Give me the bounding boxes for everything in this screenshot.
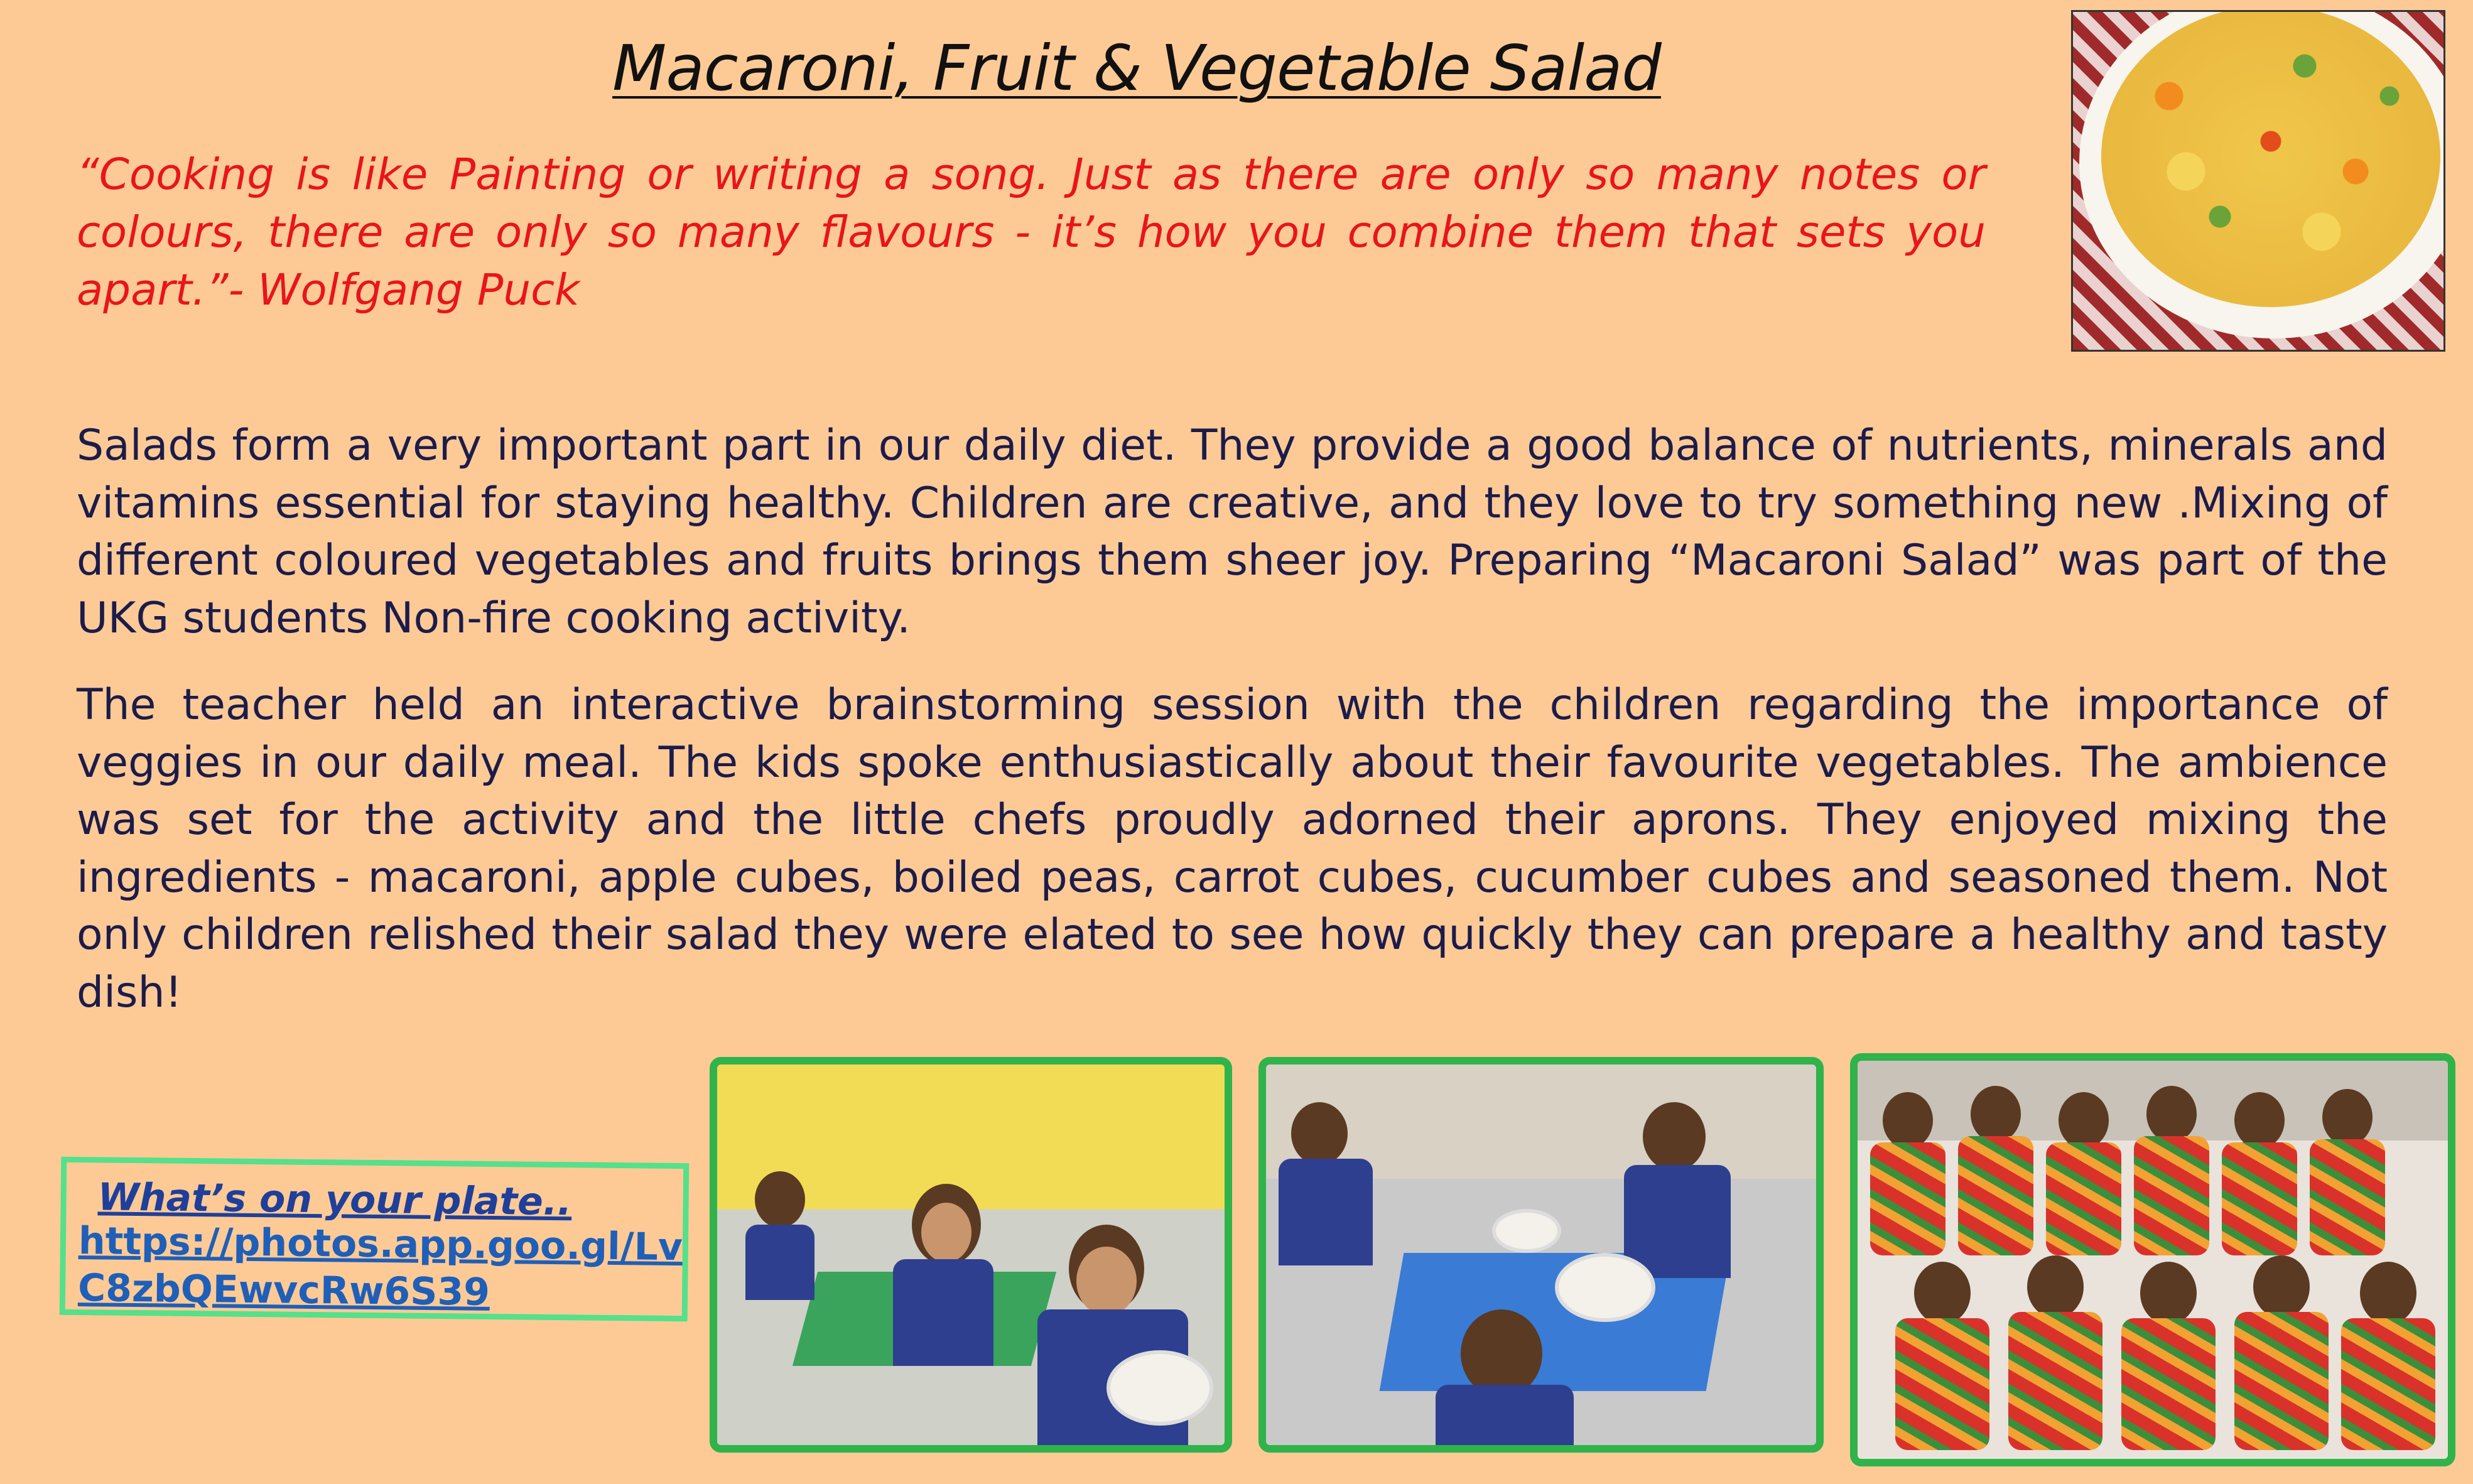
child-shirt <box>893 1259 993 1366</box>
group-photo <box>1850 1053 2455 1466</box>
child-apron <box>2008 1312 2102 1450</box>
child-figure <box>2234 1092 2285 1149</box>
photo-link-heading: What’s on your plate.. <box>97 1175 572 1225</box>
child-figure <box>1291 1102 1348 1165</box>
child-shirt <box>1624 1165 1731 1278</box>
child-shirt <box>1436 1385 1574 1453</box>
child-figure <box>2059 1092 2109 1149</box>
child-figure <box>1914 1262 1971 1324</box>
salad-bowl-photo <box>2071 10 2445 352</box>
salad-plate <box>1107 1350 1213 1426</box>
classroom-photo-1 <box>710 1057 1232 1453</box>
quote-text: “Cooking is like Painting or writing a song. Just as there are only so many notes or colours, there are only so many flavours - it’s how you combine them that sets you apart.”- Wolfgang Puck <box>77 149 1986 315</box>
child-apron <box>1958 1136 2033 1255</box>
child-apron <box>1870 1142 1945 1255</box>
salad-plate <box>1555 1253 1655 1322</box>
photo-album-link[interactable]: https://photos.app.goo.gl/LvC8zbQEwvcRw6S39 <box>77 1219 683 1314</box>
child-apron <box>1895 1318 1989 1450</box>
page-title: Macaroni, Fruit & Vegetable Salad <box>612 31 1661 105</box>
child-apron <box>2121 1318 2216 1450</box>
child-apron <box>2310 1139 2385 1255</box>
paragraph-intro: Salads form a very important part in our daily diet. They provide a good balance of nutrients, minerals and vitamins essential for staying healthy. Children are creative, and they love to try something new .Mixing of different coloured vegetables and fruits brings them sheer joy. Preparing “Macaroni Salad” was part of the UKG students Non-fire cooking activity. <box>77 421 2388 643</box>
child-figure <box>1971 1086 2021 1142</box>
child-figure <box>1883 1092 1933 1149</box>
classroom-photo-2 <box>1258 1057 1824 1453</box>
child-figure <box>1461 1309 1542 1397</box>
child-figure <box>755 1171 805 1228</box>
child-apron <box>2234 1312 2329 1450</box>
child-shirt <box>745 1225 814 1300</box>
child-figure <box>2027 1255 2084 1318</box>
salad-plate <box>1492 1209 1561 1253</box>
child-apron <box>2134 1136 2209 1255</box>
child-figure <box>2140 1262 2197 1324</box>
child-figure <box>2322 1089 2373 1145</box>
child-figure <box>1643 1102 1706 1171</box>
child-figure <box>2146 1086 2197 1142</box>
photo-link-box <box>60 1157 690 1321</box>
child-apron <box>2341 1318 2435 1450</box>
child-figure <box>2253 1255 2310 1318</box>
child-apron <box>2046 1142 2121 1255</box>
child-apron <box>2222 1142 2297 1255</box>
macaroni-salad-shape <box>2101 10 2440 307</box>
child-figure <box>2360 1262 2416 1324</box>
paragraph-activity: The teacher held an interactive brainstorming session with the children regarding the importance of veggies in our daily meal. The kids spoke enthusiastically about their favourite vegetables. The ambience was set for the activity and the little chefs proudly adorned their aprons. They enjoyed mixing the ingredients - macaroni, apple cubes, boiled peas, carrot cubes, cucumber cubes and seasoned them. Not only children relished their salad they were elated to see how quickly they can prepare a healthy and tasty dish! <box>77 680 2388 1017</box>
child-face <box>921 1203 971 1262</box>
child-face <box>1076 1247 1137 1316</box>
child-shirt <box>1279 1159 1373 1265</box>
